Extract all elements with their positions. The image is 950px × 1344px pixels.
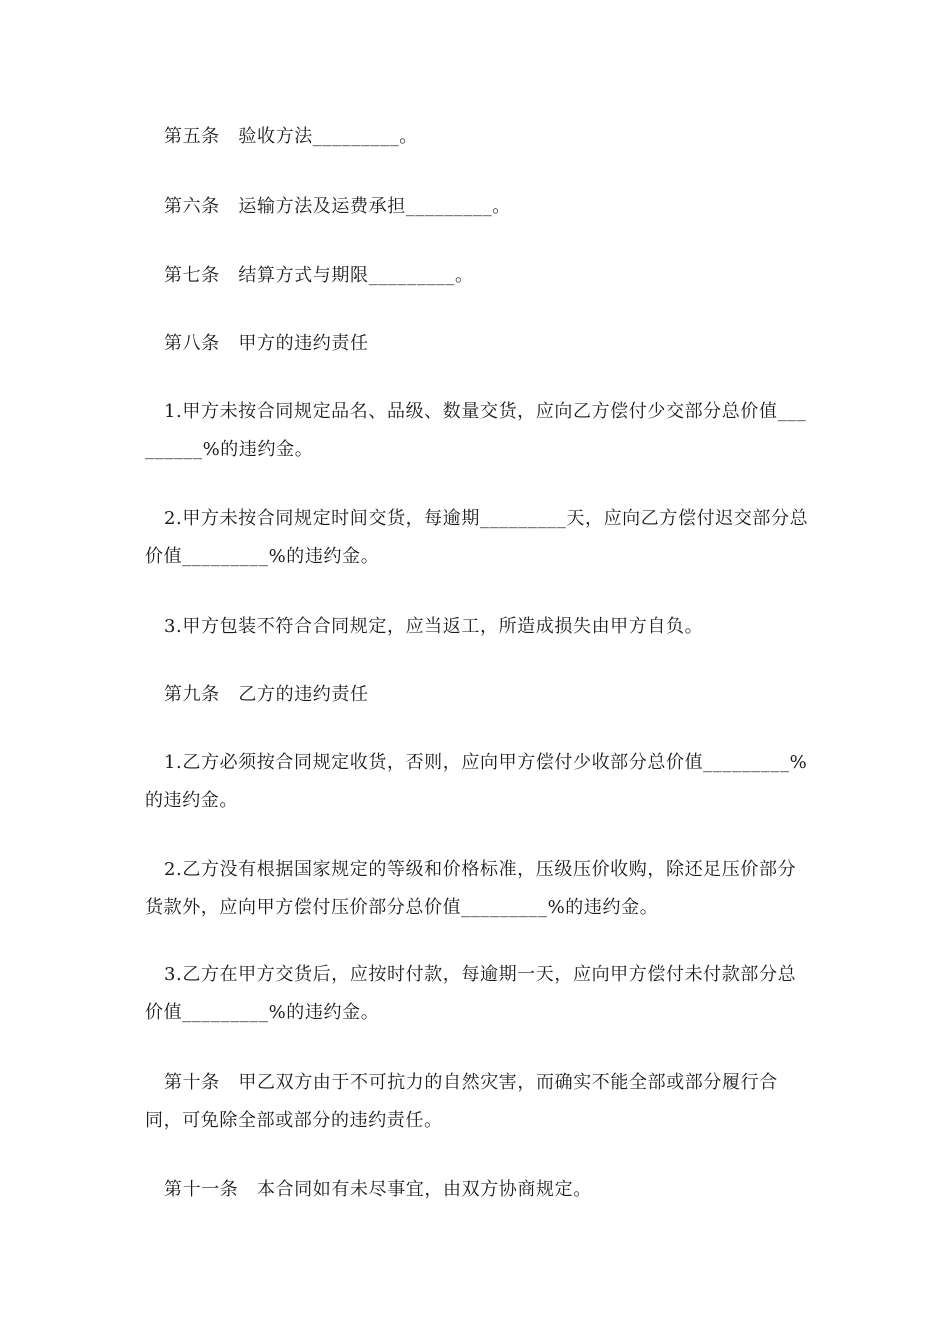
article-8-clause-3: 3.甲方包装不符合合同规定，应当返工，所造成损失由甲方自负。 bbox=[164, 616, 704, 637]
article-5-acceptance-method: 第五条 验收方法_________。 bbox=[164, 126, 418, 147]
article-6-transport-and-freight: 第六条 运输方法及运费承担_________。 bbox=[164, 196, 511, 217]
article-8-heading-party-a-liability: 第八条 甲方的违约责任 bbox=[164, 333, 369, 354]
article-9-heading-party-b-liability: 第九条 乙方的违约责任 bbox=[164, 684, 369, 705]
article-10-force-majeure: 第十条 甲乙双方由于不可抗力的自然灾害，而确实不能全部或部分履行合同，可免除全部或部分的违约责任。 bbox=[145, 1072, 778, 1131]
article-8-clause-2: 2.甲方未按合同规定时间交货，每逾期_________天，应向乙方偿付迟交部分总价值_________%的违约金。 bbox=[145, 508, 809, 567]
article-9-clause-3: 3.乙方在甲方交货后，应按时付款，每逾期一天，应向甲方偿付未付款部分总价值_________%的违约金。 bbox=[145, 964, 797, 1023]
article-9-clause-1: 1.乙方必须按合同规定收货，否则，应向甲方偿付少收部分总价值_________%的违约金。 bbox=[145, 752, 808, 811]
article-11-unresolved-matters: 第十一条 本合同如有未尽事宜，由双方协商规定。 bbox=[164, 1179, 592, 1200]
article-8-clause-1: 1.甲方未按合同规定品名、品级、数量交货，应向乙方偿付少交部分总价值_________%的违约金。 bbox=[145, 401, 807, 460]
article-7-settlement-terms: 第七条 结算方式与期限_________。 bbox=[164, 265, 474, 286]
article-9-clause-2: 2.乙方没有根据国家规定的等级和价格标准，压级压价收购，除还足压价部分货款外，应向甲方偿付压价部分总价值_________%的违约金。 bbox=[145, 859, 797, 918]
